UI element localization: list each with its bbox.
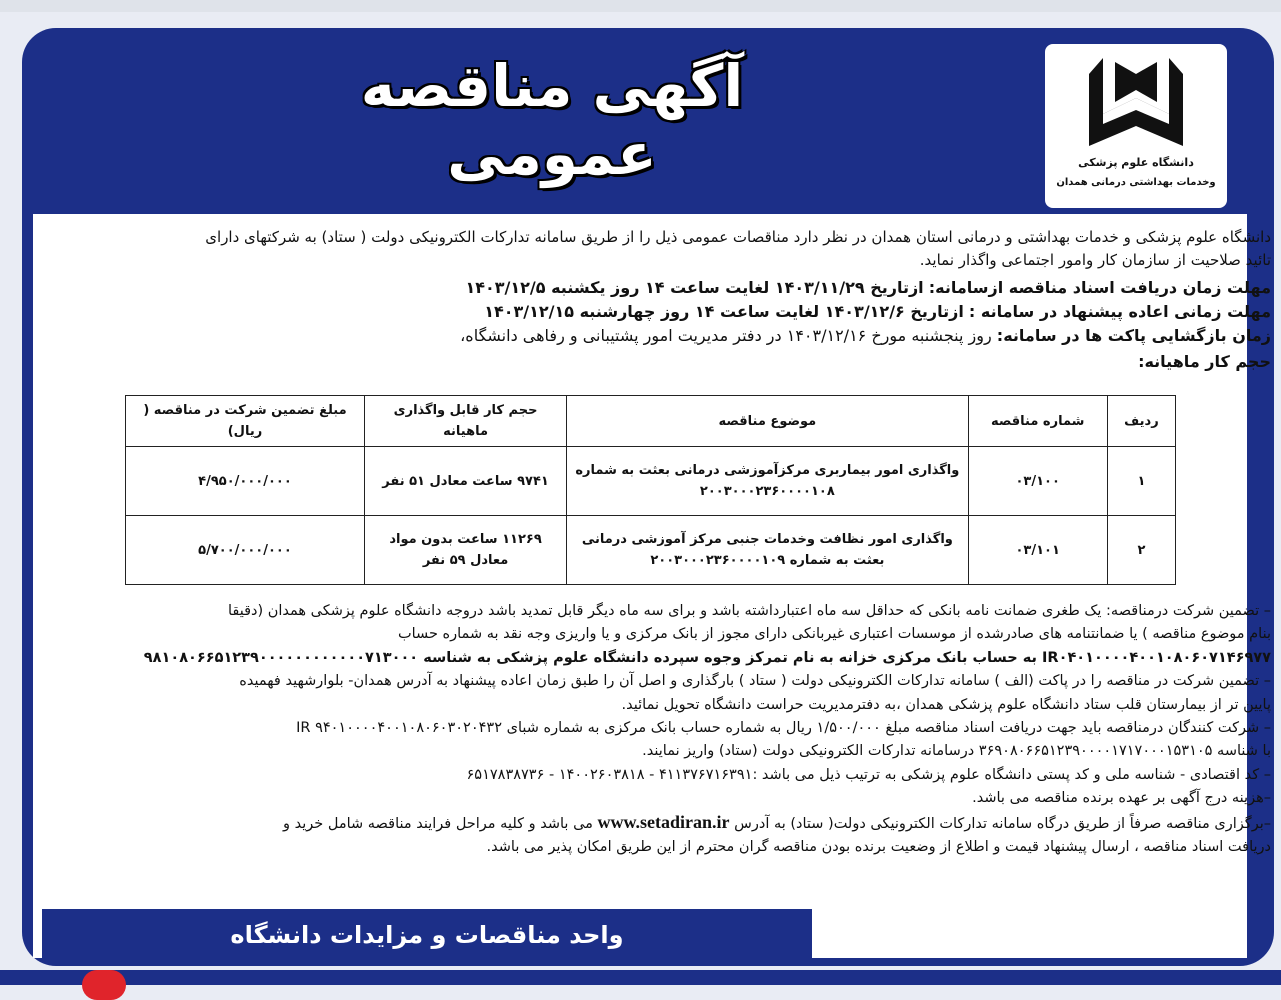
note-envelope-1: – تضمین شرکت در مناقصه را در پاکت (الف ) سامانه تدارکات الکترونیکی دولت ( ستاد ) بارگذاری و اصل آن را طبق زمان اعاده پیشنهاد به آدرس همدان- بلوارشهید فهمیده [239, 673, 1271, 690]
note-portal [66, 811, 1271, 836]
offer-deadline-label: مهلت زمانی اعاده پیشنهاد در سامانه : [968, 302, 1271, 321]
docs-deadline-value: ازتاریخ ۱۴۰۳/۱۱/۲۹ لغایت ساعت ۱۴ روز یکشنبه ۱۴۰۳/۱۲/۵ [465, 278, 924, 297]
cell-tender-no: ۰۳/۱۰۰ [968, 447, 1107, 516]
table-row [126, 447, 1176, 516]
intro-line-1: دانشگاه علوم پزشکی و خدمات بهداشتی و درمانی استان همدان در نظر دارد مناقصات عمومی ذیل را از طریق سامانه تدارکات الکترونیکی دولت ( ستاد) به شرکتهای دارای [205, 228, 1271, 246]
note-fee-2: با شناسه ۳۶۹۰۸۰۶۶۵۱۲۳۹۰۰۰۰۱۷۱۷۰۰۰۱۵۳۱۰۵ درسامانه تدارکات الکترونیکی دولت (ستاد) واریز نمایند. [642, 743, 1271, 760]
opening-time-value: روز پنجشنبه مورخ ۱۴۰۳/۱۲/۱۶ در دفتر مدیریت امور پشتیبانی و رفاهی دانشگاه، [460, 326, 992, 345]
offer-deadline [76, 300, 1271, 323]
setad-portal-link[interactable]: www.setadiran.ir [597, 811, 730, 832]
offer-deadline-value: ازتاریخ ۱۴۰۳/۱۲/۶ لغایت ساعت ۱۴ روز چهارشنبه ۱۴۰۳/۱۲/۱۵ [484, 302, 964, 321]
note-codes: – کد اقتصادی - شناسه ملی و کد پستی دانشگاه علوم پزشکی به ترتیب ذیل می باشد :۴۱۱۳۷۶۷۱۶۳۹۱ - ۱۴۰۰۲۶۰۳۸۱۸ - ۶۵۱۷۸۳۸۷۳۶ [466, 766, 1271, 783]
monthly-volume-label: حجم کار ماهیانه: [1138, 352, 1271, 371]
col-header-row-no: ردیف [1107, 396, 1175, 447]
cell-row-no: ۱ [1107, 447, 1175, 516]
note-portal-3: دریافت اسناد مناقصه ، ارسال پیشنهاد قیمت و اطلاع از وضعیت برنده بودن مناقصه گران محترم از این طریق امکان پذیر می باشد. [486, 839, 1271, 856]
top-strip [0, 0, 1281, 12]
cell-row-no: ۲ [1107, 516, 1175, 585]
table-header-row [126, 396, 1176, 447]
cell-guarantee: ۴/۹۵۰/۰۰۰/۰۰۰ [126, 447, 365, 516]
bottom-strip [0, 970, 1281, 985]
intro-line-2: تائید صلاحیت از سازمان کار وامور اجتماعی واگذار نماید. [919, 251, 1271, 269]
col-header-volume: حجم کار قابل واگذاری ماهیانه [364, 396, 566, 447]
note-envelope-2: پایین تر از بیمارستان قلب ستاد دانشگاه علوم پزشکی همدان ،به دفترمدیریت حراست دانشگاه تحویل نمائید. [621, 696, 1271, 713]
book-emblem-icon [1085, 54, 1187, 150]
cell-volume: ۱۱۲۶۹ ساعت بدون مواد معادل ۵۹ نفر [364, 516, 566, 585]
cell-tender-no: ۰۳/۱۰۱ [968, 516, 1107, 585]
page-title: آگهی مناقصه عمومی [360, 52, 744, 188]
docs-deadline [76, 276, 1271, 299]
cell-volume: ۹۷۴۱ ساعت معادل ۵۱ نفر [364, 447, 566, 516]
tender-table [125, 395, 1176, 585]
note-guarantee-account: IR۰۴۰۱۰۰۰۰۴۰۰۱۰۸۰۶۰۷۱۴۶۹۷۷ به حساب بانک مرکزی خزانه به نام تمرکز وجوه سپرده دانشگاه علوم پزشکی به شناسه ۹۸۱۰۸۰۶۶۵۱۲۳۹۰۰۰۰۰۰۰۰۰۰۰۰۷۱۳۰۰۰ [143, 649, 1271, 666]
col-header-guarantee: مبلغ تضمین شرکت در مناقصه ( ریال) [126, 396, 365, 447]
cell-guarantee: ۵/۷۰۰/۰۰۰/۰۰۰ [126, 516, 365, 585]
opening-time [76, 324, 1271, 347]
col-header-tender-no: شماره مناقصه [968, 396, 1107, 447]
footer-banner [42, 909, 812, 961]
notes-section [66, 600, 1271, 859]
note-portal-text-1: –برگزاری مناقصه صرفاً از طریق درگاه سامانه تدارکات الکترونیکی دولت( ستاد) به آدرس [734, 815, 1271, 832]
note-fee-1: – شرکت کنندگان درمناقصه باید جهت دریافت اسناد مناقصه مبلغ ۱/۵۰۰/۰۰۰ ریال به شماره حساب بانک مرکزی به شماره شبای IR ۹۴۰۱۰۰۰۰۴۰۰۱۰۸۰۶۰۳۰۲۰۴۳۲ [296, 720, 1271, 737]
note-guarantee-1: – تضمین شرکت درمناقصه: یک طغری ضمانت نامه بانکی که حداقل سه ماه اعتبارداشته باشد و برای سه ماه دیگر قابل تمدید باشد دروجه دانشگاه علوم پزشکی همدان (دقیقا [227, 603, 1271, 619]
note-portal-text-2: می باشد و کلیه مراحل فرایند مناقصه شامل خرید و [283, 815, 593, 832]
opening-time-label: زمان بازگشایی پاکت ها در سامانه: [996, 326, 1271, 345]
logo-text-university: دانشگاه علوم پزشکی [1078, 156, 1194, 169]
table-row [126, 516, 1176, 585]
footer-unit-name: واحد مناقصات و مزایدات دانشگاه [230, 921, 624, 949]
cell-subject: واگذاری امور نظافت وخدمات جنبی مرکز آموزشی درمانی بعثت به شماره ۲۰۰۳۰۰۰۲۳۶۰۰۰۰۱۰۹ [567, 516, 968, 585]
university-logo [1045, 44, 1227, 208]
note-ad-cost: –هزینه درج آگهی بر عهده برنده مناقصه می باشد. [972, 790, 1271, 807]
docs-deadline-label: مهلت زمان دریافت اسناد مناقصه ازسامانه: [928, 278, 1271, 297]
red-circle-icon [82, 970, 126, 1000]
cell-subject: واگذاری امور بیماربری مرکزآموزشی درمانی بعثت به شماره ۲۰۰۳۰۰۰۲۳۶۰۰۰۰۱۰۸ [567, 447, 968, 516]
logo-text-services: وخدمات بهداشتی درمانی همدان [1056, 177, 1216, 188]
col-header-subject: موضوع مناقصه [567, 396, 968, 447]
note-guarantee-2: بنام موضوع مناقصه ) یا ضمانتنامه های صادرشده از موسسات اعتباری غیربانکی دارای مجوز از بانک مرکزی و یا واریزی وجه نقد به شماره حساب [397, 626, 1271, 643]
